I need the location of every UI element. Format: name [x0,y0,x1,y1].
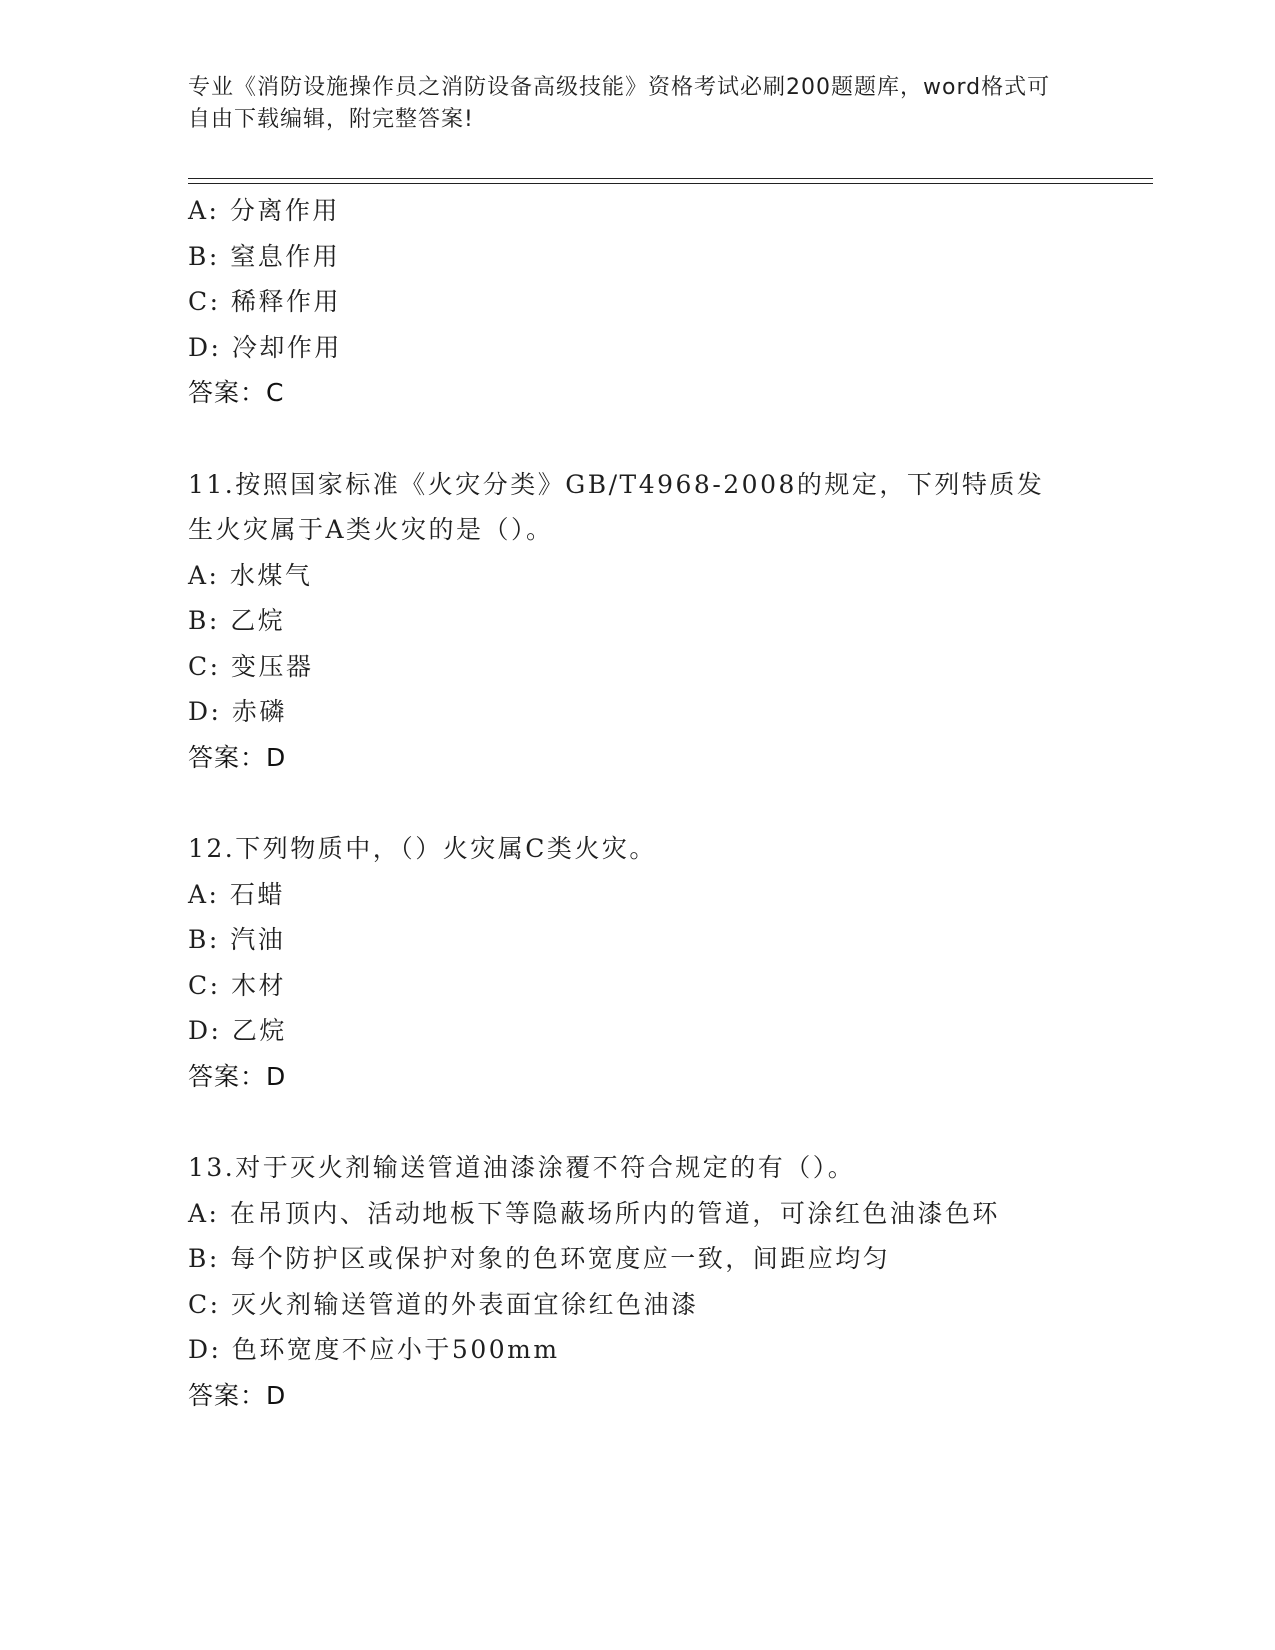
question-text: 13.对于灭火剂输送管道油漆涂覆不符合规定的有（）。 [188,1153,856,1182]
option-b: B: 窒息作用 [188,241,341,271]
option-d: D: 色环宽度不应小于500mm [188,1335,560,1364]
option-c: C: 灭火剂输送管道的外表面宜徐红色油漆 [188,1289,699,1319]
option-a: A: 水煤气 [188,560,313,590]
answer-line: 答案：C [188,378,285,407]
option-c: C: 稀释作用 [188,287,341,316]
document-header: 专业《消防设施操作员之消防设备高级技能》资格考试必刷200题题库，word格式可自由下载编辑，附完整答案! [188,75,1051,132]
option-a: A: 分离作用 [188,196,340,225]
option-d: D: 乙烷 [188,1016,287,1045]
option-b: B: 乙烷 [188,606,286,635]
spacer [188,416,1088,462]
option-a: A: 在吊顶内、活动地板下等隐蔽场所内的管道，可涂红色油漆色环 [188,1198,1000,1228]
option-d: D: 冷却作用 [188,332,342,362]
question-block-11 [188,462,1088,781]
option-a: A: 石蜡 [188,879,285,909]
option-b: B: 每个防护区或保护对象的色环宽度应一致，间距应均匀 [188,1244,891,1273]
answer-line: 答案：D [188,742,287,772]
question-block-partial [188,188,1088,416]
document-body [188,188,1088,1418]
question-block-13 [188,1145,1088,1418]
option-c: C: 变压器 [188,651,314,681]
question-text: 12.下列物质中，（）火灾属C类火灾。 [188,834,657,863]
spacer [188,780,1088,826]
option-c: C: 木材 [188,970,286,1000]
header-divider-top [188,178,1153,179]
question-text: 11.按照国家标准《火灾分类》GB/T4968-2008的规定，下列特质发生火灾属于A类火灾的是（）。 [188,469,1045,544]
option-b: B: 汽油 [188,925,286,954]
question-block-12 [188,826,1088,1099]
option-d: D: 赤磷 [188,697,287,726]
spacer [188,1099,1088,1145]
answer-line: 答案：D [188,1380,287,1410]
header-divider-bottom [188,183,1153,184]
answer-line: 答案：D [188,1061,287,1091]
